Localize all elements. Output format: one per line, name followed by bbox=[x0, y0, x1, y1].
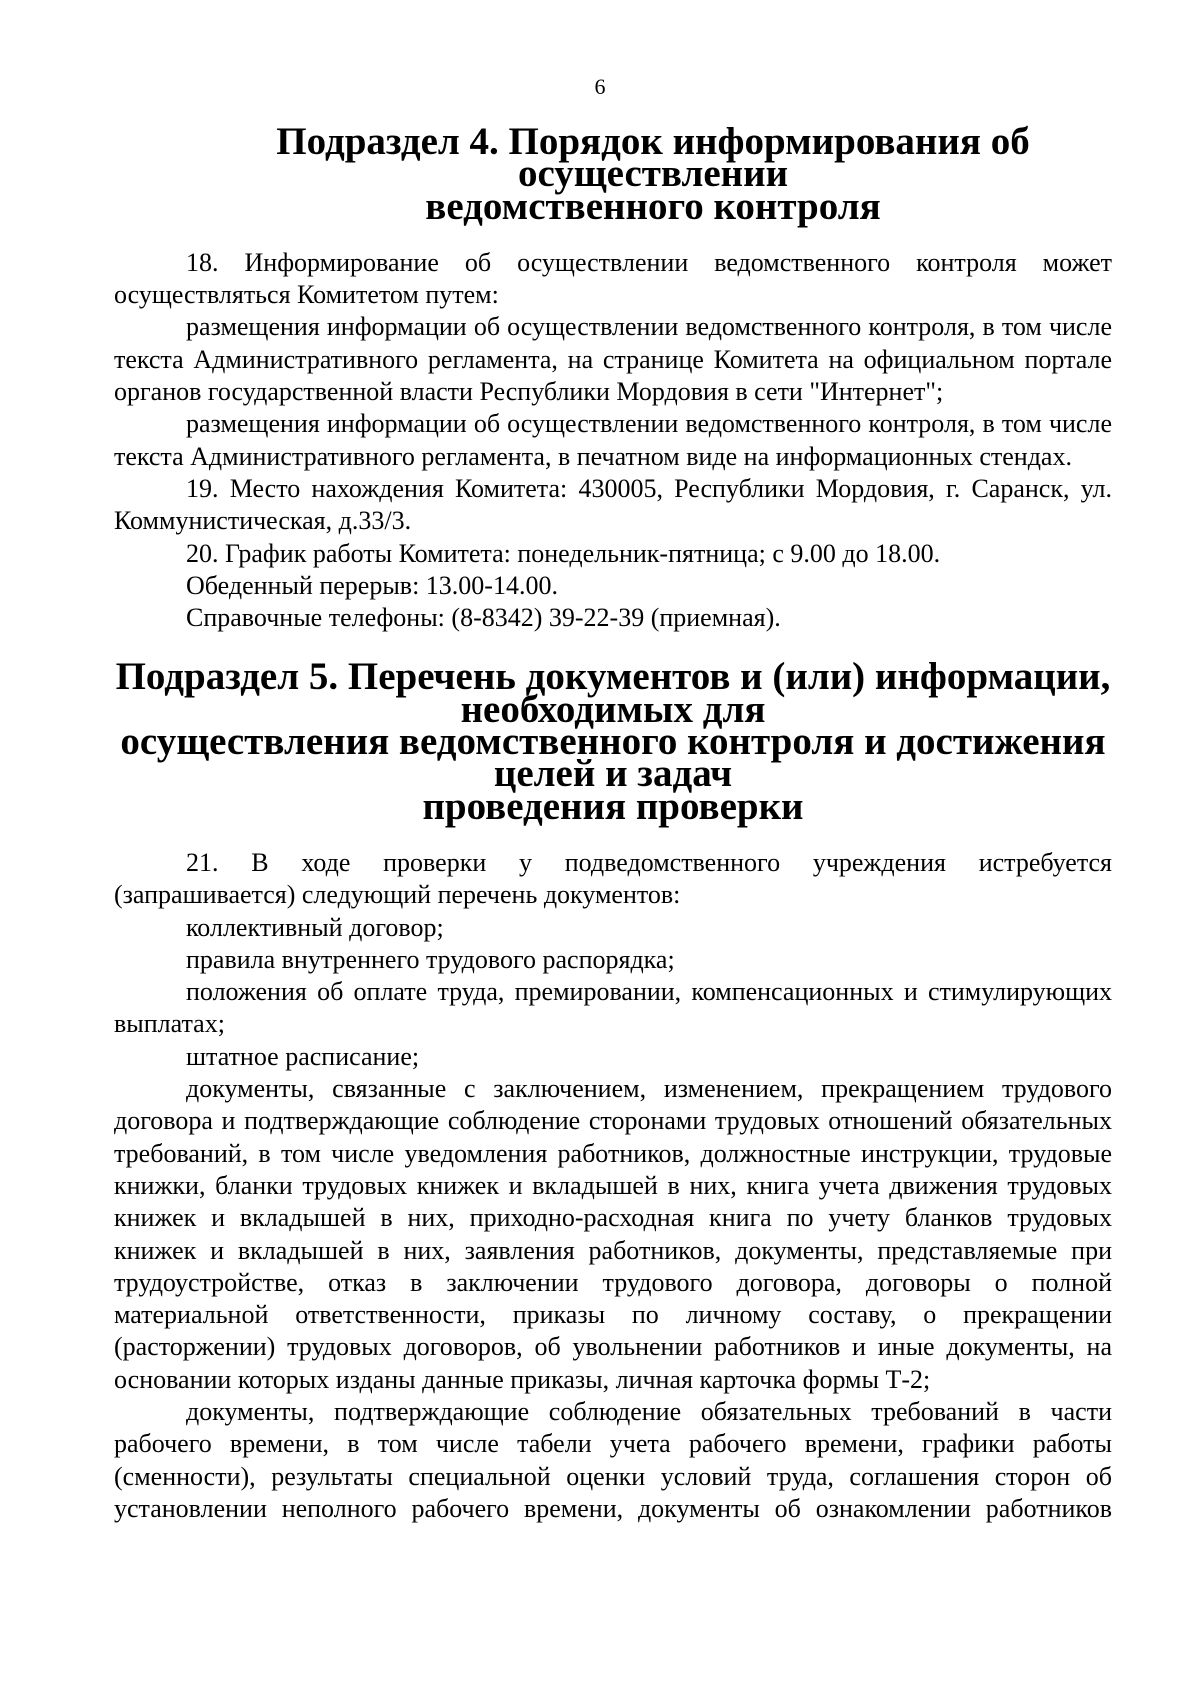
subsection-5-body bbox=[114, 847, 1112, 1525]
list-item-labor-rules: правила внутреннего трудового распорядка; bbox=[186, 944, 675, 974]
subsection-5-heading-line-2: осуществления ведомственного контроля и достижения целей и задач bbox=[120, 720, 1106, 796]
paragraph-18-item-stands: размещения информации об осуществлении ведомственного контроля, в том числе текста Административного регламента, в печатном виде на информационных стендах. bbox=[114, 409, 1112, 471]
paragraph-20-phones: Справочные телефоны: (8-8342) 39-22-39 (приемная). bbox=[186, 603, 781, 633]
paragraph-20: 20. График работы Комитета: понедельник-пятница; с 9.00 до 18.00. bbox=[186, 538, 941, 568]
subsection-5-heading bbox=[114, 655, 1112, 828]
paragraph-20-lunch-break: Обеденный перерыв: 13.00-14.00. bbox=[186, 570, 558, 600]
list-item-collective-agreement: коллективный договор; bbox=[186, 912, 444, 942]
subsection-5-heading-line-1: Подраздел 5. Перечень документов и (или) информации, необходимых для bbox=[115, 655, 1111, 731]
page-number: 6 bbox=[594, 74, 606, 99]
subsection-5-heading-line-3: проведения проверки bbox=[422, 784, 804, 828]
page-content bbox=[114, 120, 1112, 1525]
list-item-working-time-documents: документы, подтверждающие соблюдение обязательных требований в части рабочего времени, в том числе табели учета рабочего времени, графики работы (сменности), результаты специальной оценки условий труда, соглашения сторон об установлении неполного рабочего времени, документы об ознакомлении работников bbox=[114, 1396, 1112, 1523]
paragraph-18-item-portal: размещения информации об осуществлении ведомственного контроля, в том числе текста Административного регламента, на странице Комитета на официальном портале органов государственной власти Республики Мордовия в сети "Интернет"; bbox=[114, 312, 1112, 407]
paragraph-19: 19. Место нахождения Комитета: 430005, Республики Мордовия, г. Саранск, ул. Коммунистическая, д.33/3. bbox=[114, 473, 1112, 536]
paragraph-18: 18. Информирование об осуществлении ведомственного контроля может осуществляться Комитетом путем: bbox=[114, 247, 1112, 310]
list-item-employment-documents: документы, связанные с заключением, изменением, прекращением трудового договора и подтверждающие соблюдение сторонами трудовых отношений обязательных требований, в том числе уведомления работников, должностные инструкции, трудовые книжки, бланки трудовых книжек и вкладышей в них, книга учета движения трудовых книжек и вкладышей в них, приходно-расходная книга по учету бланков трудовых книжек и вкладышей в них, заявления работников, документы, представляемые при трудоустройстве, отказ в заключении трудового договора, договоры о полной материальной ответственности, приказы по личному составу, о прекращении (расторжении) трудовых договоров, об увольнении работников и иные документы, на основании которых изданы данные приказы, личная карточка формы Т-2; bbox=[114, 1074, 1112, 1394]
list-item-pay-regulations: положения об оплате труда, премировании, компенсационных и стимулирующих выплатах; bbox=[114, 977, 1112, 1039]
paragraph-21: 21. В ходе проверки у подведомственного учреждения истребуется (запрашивается) следующий перечень документов: bbox=[114, 847, 1112, 910]
subsection-4-heading-line-1: Подраздел 4. Порядок информирования об осуществлении bbox=[276, 120, 1030, 196]
subsection-4-heading bbox=[114, 120, 1112, 228]
subsection-4-body bbox=[114, 247, 1112, 635]
list-item-staff-schedule: штатное расписание; bbox=[186, 1041, 420, 1071]
subsection-4-heading-line-2: ведомственного контроля bbox=[425, 184, 881, 228]
